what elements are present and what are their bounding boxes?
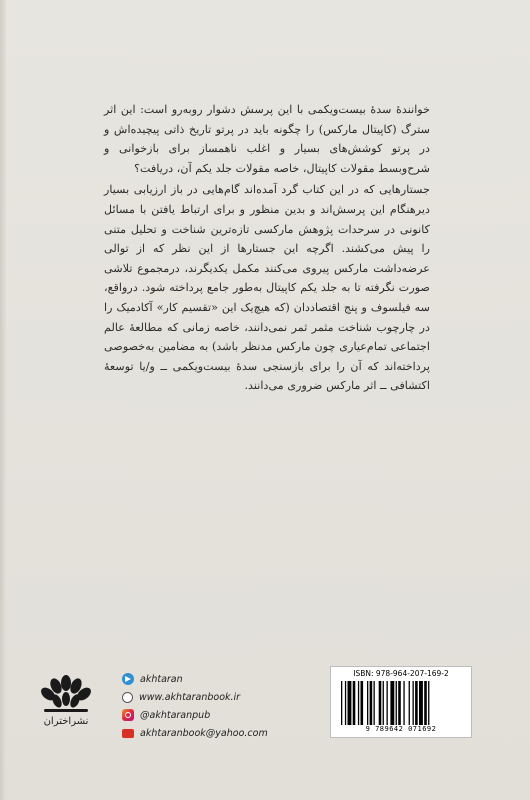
spine-edge [0,0,6,800]
instagram-icon [122,709,134,721]
back-cover-blurb [104,100,430,396]
publisher-contacts [122,670,292,742]
isbn-label: ISBN: 978-964-207-169-2 [353,669,449,678]
blurb-paragraph-1: خوانندهٔ سدهٔ بیست‌ویکمی با این پرسش دشوار روبه‌رو است: این اثر سترگ (کاپیتال مارکس) را چگونه باید در پرتو تاریخ ذاتی پیچیده‌اش و در پرتو کوشش‌های بسیار و اغلب ناهمساز برای بازخوانی و شرح‌وبسط مقولات کاپیتال، خاصه مقولات جلد یکم آن، دریافت؟ [104,103,430,175]
barcode-number: 9 789642 071692 [365,725,437,733]
contact-instagram[interactable] [122,706,292,724]
contact-telegram[interactable] [122,670,292,688]
contact-instagram-text: @akhtaranpub [140,709,211,721]
publisher-name: نشراختران [43,716,89,727]
telegram-icon [122,673,134,685]
contact-email[interactable] [122,724,292,742]
contact-website-text: www.akhtaranbook.ir [139,691,241,703]
isbn-barcode [330,666,472,738]
contact-telegram-text: akhtaran [140,673,183,685]
contact-email-text: akhtaranbook@yahoo.com [140,727,268,739]
contact-website[interactable] [122,688,292,706]
web-icon [122,692,133,703]
barcode-bars [341,681,461,725]
sunflower-logo-icon [36,665,96,743]
blurb-paragraph-2: جستارهایی که در این کتاب گرد آمده‌اند گام‌هایی در باز ارزیابی بسیار دیرهنگام این پرسش‌اند و بدین منظور و برای ارتباط یافتن با مسائل کانونی در سرحدات پژوهش مارکسی تازه‌ترین شناخت و تحلیل متنی را پیش می‌کشند. اگرچه این جستارها از این نظر که از توالی عرضه‌داشت مارکس پیروی می‌کنند مکمل یکدیگرند، درمجموع تلاشی صورت نگرفته تا به جلد یکم کاپیتال به‌طور جامع پرداخته شود. درواقع، سه فیلسوف و پنج اقتصاددان (که هیچ‌یک این «تقسیم کار» آکادمیک را در چارچوب شناخت مثمر ثمر نمی‌دانند، خاصه زمانی که مطالعهٔ عالم اجتماعی تمام‌عیاری چون مارکس مدنظر باشد) به مضامین به‌خصوصی پرداخته‌اند که آن را برای بازسنجی سدهٔ بیست‌ویکمی ــ و/یا توسعهٔ اکتشافی ــ اثر مارکس ضروری می‌دانند. [104,183,430,393]
email-icon [122,729,134,738]
